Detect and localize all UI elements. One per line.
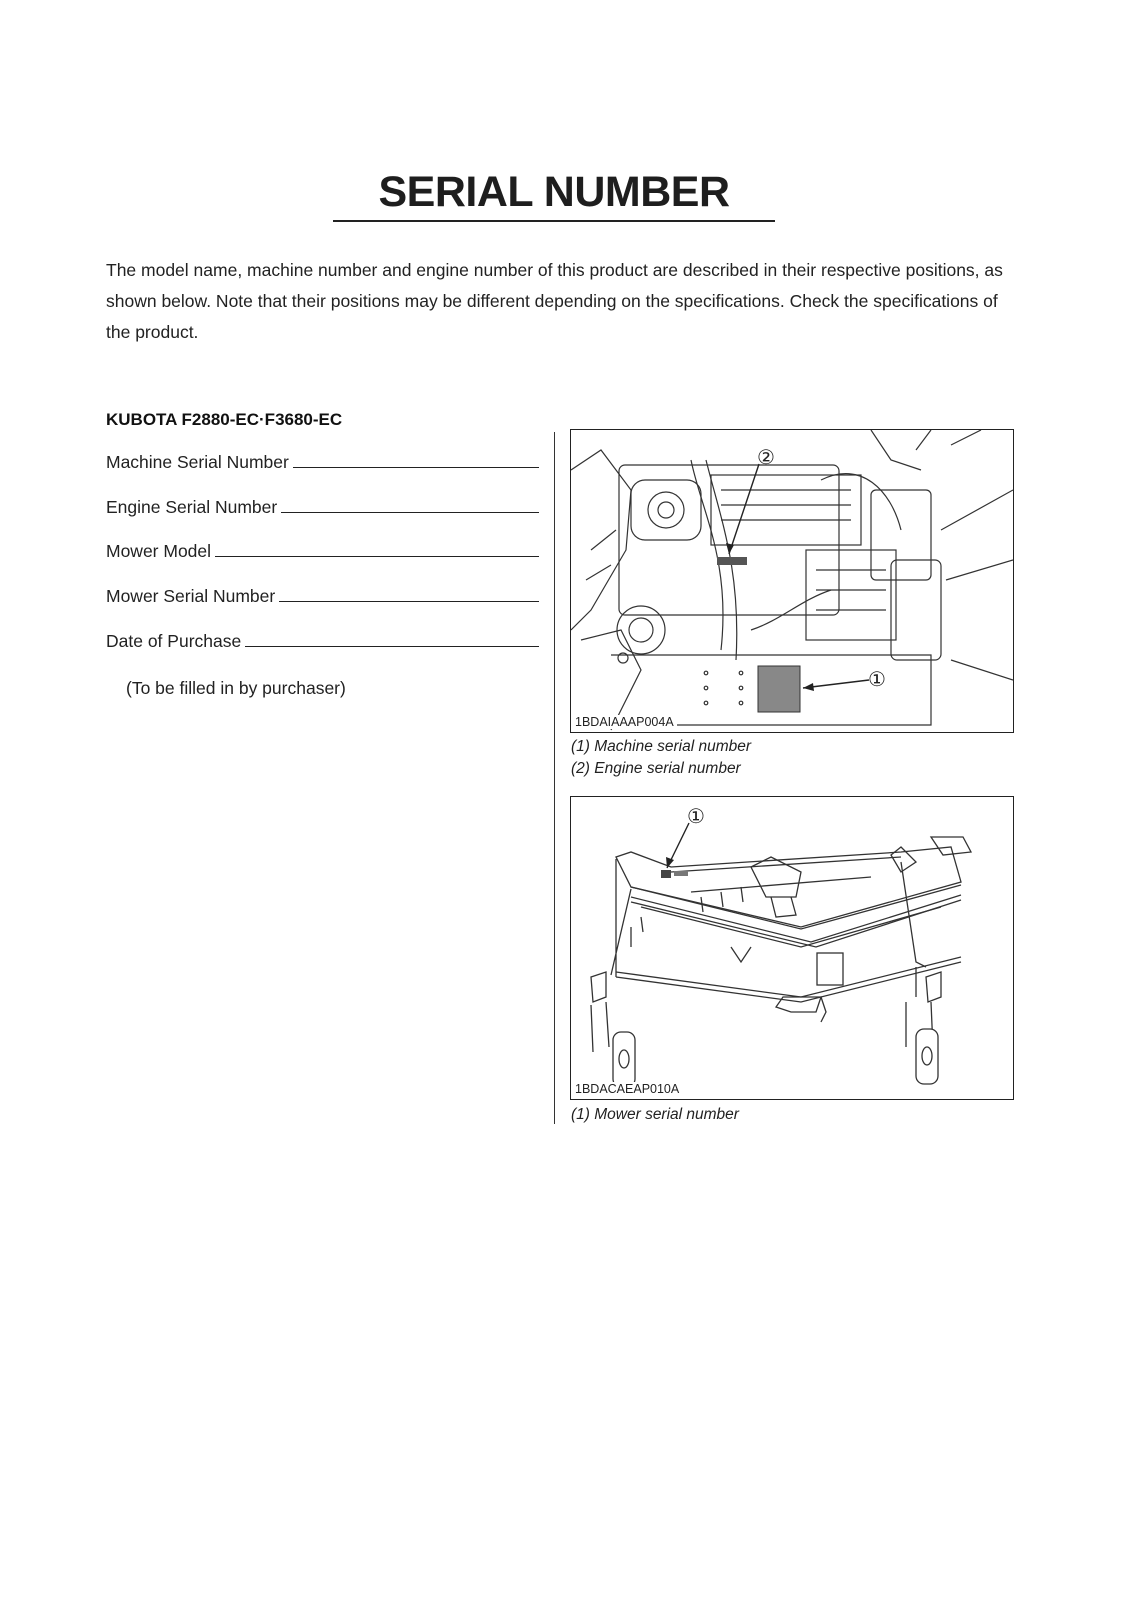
field-label: Mower Model [106, 541, 212, 561]
field-label: Date of Purchase [106, 631, 242, 651]
purchase-date-field [106, 631, 539, 652]
figure-code: 1BDACAEAP010A [575, 1082, 682, 1096]
caption-machine-serial: (1) Machine serial number [571, 738, 752, 755]
mower-illustration [571, 797, 1013, 1099]
title-underline [333, 220, 775, 222]
engine-illustration [571, 430, 1013, 732]
caption-engine-serial: (2) Engine serial number [571, 760, 741, 777]
purchaser-note: (To be filled in by purchaser) [126, 678, 346, 698]
field-label: Mower Serial Number [106, 586, 276, 606]
field-label: Engine Serial Number [106, 497, 278, 517]
engine-compartment-figure [570, 429, 1014, 733]
mower-model-blank [215, 556, 539, 557]
engine-serial-blank [281, 512, 539, 513]
mower-model-field [106, 541, 539, 562]
marker-1: ① [868, 667, 886, 691]
field-label: Machine Serial Number [106, 452, 289, 472]
purchase-date-blank [245, 646, 539, 647]
intro-paragraph: The model name, machine number and engine number of this product are described in their respective positions, as shown below. Note that their positions may be different depending on the specifications. Check the specifications of the product. [106, 260, 1003, 342]
mower-serial-field [106, 586, 539, 607]
figure-code: 1BDAIAAAP004A [575, 715, 677, 729]
model-heading: KUBOTA F2880-EC·F3680-EC [106, 410, 343, 429]
page-title: SERIAL NUMBER [378, 168, 730, 216]
mower-serial-blank [279, 601, 539, 602]
machine-serial-field [106, 452, 539, 473]
marker-2: ② [757, 445, 775, 469]
caption-mower-serial: (1) Mower serial number [571, 1106, 739, 1123]
machine-serial-blank [293, 467, 539, 468]
engine-serial-field [106, 497, 539, 518]
mower-deck-figure [570, 796, 1014, 1100]
marker-1: ① [687, 804, 705, 828]
column-divider [554, 432, 555, 1124]
